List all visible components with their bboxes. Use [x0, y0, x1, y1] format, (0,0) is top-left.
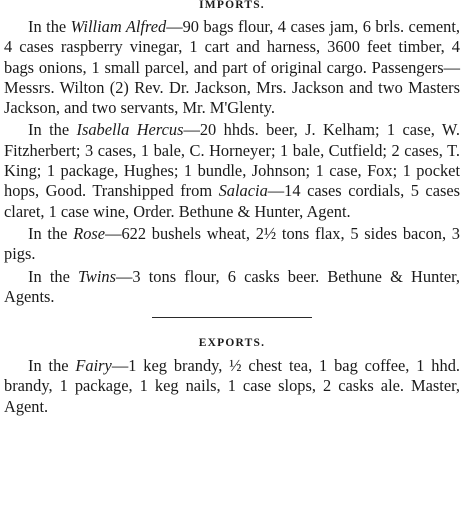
import-entry-isabella-hercus [4, 120, 460, 221]
cargo-text: —1 keg brandy, ½ chest tea, 1 bag coffee, 1 hhd. brandy, 1 package, 1 keg nails, 1 case slops, 2 casks ale. Master, Agent. [4, 356, 460, 416]
vessel-name: William Alfred [70, 17, 167, 36]
cargo-text: —622 bushels wheat, 2½ tons flax, 5 sides bacon, 3 pigs. [4, 223, 461, 264]
entry-lead: In the [28, 356, 76, 376]
import-entry-william-alfred [4, 17, 460, 118]
vessel-name: Isabella Hercus [76, 120, 184, 140]
vessel-name: Twins [78, 266, 116, 286]
exports-heading: EXPORTS. [198, 337, 266, 350]
vessel-name: Fairy [75, 356, 112, 376]
cargo-text: —3 tons flour, 6 casks beer. Bethune & Hunter, Agents. [4, 266, 461, 306]
entry-lead: In the [28, 223, 74, 243]
newspaper-clipping [4, 0, 460, 417]
cargo-text-transhipped: —14 cases cordials, 5 cases claret, 1 case wine, Order. Bethune & Hunter, Agent. [4, 181, 461, 221]
cargo-text: —20 hhds. beer, J. Kelham; 1 case, W. Fitzherbert; 3 cases, 1 bale, C. Horneyer; 1 bale, Cutfield; 2 cases, T. King; 1 package, Hughes; 1 bundle, Johnson; 1 case, Fox; 1 pocket hops, Good. Transhipped from [4, 120, 460, 201]
vessel-name-transhipped: Salacia [218, 181, 268, 201]
entry-lead: In the [28, 120, 77, 140]
cargo-text: —90 bags flour, 4 cases jam, 6 brls. cement, 4 cases raspberry vinegar, 1 cart and harness, 3600 feet timber, 4 bags onions, 1 small parcel, and part of original cargo. Passengers—Messrs. Wilton (2) Rev. Dr. Jackson, Mrs. Jackson and two Masters Jackson, and two servants, Mr. M'Glenty. [4, 17, 460, 118]
import-entry-rose [4, 224, 460, 265]
section-divider [152, 317, 312, 318]
import-entry-twins [4, 267, 460, 308]
imports-heading: IMPORTS. [199, 0, 265, 11]
entry-lead: In the [28, 266, 79, 286]
export-entry-fairy [4, 356, 460, 417]
entry-lead: In the [28, 17, 71, 36]
vessel-name: Rose [73, 223, 106, 243]
